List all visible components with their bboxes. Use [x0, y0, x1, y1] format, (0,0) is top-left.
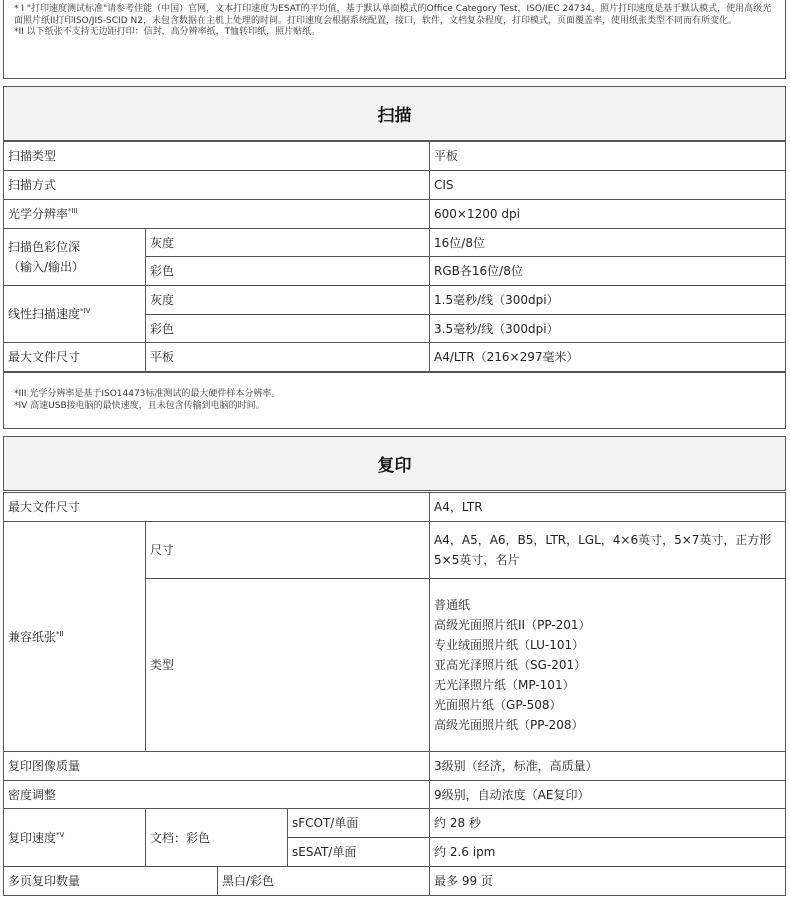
scan-resolution-footnote: *III: [68, 207, 78, 215]
table-row: [4, 522, 786, 579]
copy-speed-cell: [4, 809, 146, 867]
scan-maxsize-sub: 平板: [146, 343, 430, 372]
list-item: 亚高光泽照片纸（SG-201）: [434, 658, 587, 672]
scan-speed-color-value: 3.5毫秒/线（300dpi）: [430, 315, 786, 343]
list-item: 普通纸: [434, 598, 471, 612]
table-row: [4, 809, 786, 838]
table-row: [4, 286, 786, 315]
copy-density-label: 密度调整: [4, 781, 430, 809]
scan-speed-color-label: 彩色: [146, 315, 430, 343]
copy-paper-label: 兼容纸张: [8, 629, 57, 644]
copy-maxsize-label: 最大文件尺寸: [4, 493, 430, 522]
copy-speed-esat-value: 约 2.6 ipm: [430, 838, 786, 867]
table-row: [4, 343, 786, 372]
list-item: 专业绒面照片纸（LU-101）: [434, 638, 585, 652]
scan-depth-label: 扫描色彩位深: [8, 240, 81, 254]
copy-maxsize-value: A4，LTR: [430, 493, 786, 522]
scan-depth-color-value: RGB各16位/8位: [430, 257, 786, 286]
scan-depth-label-sub: （输入/输出）: [8, 260, 85, 274]
scan-spec-table: [3, 141, 786, 372]
copy-speed-fcot-value: 约 28 秒: [430, 809, 786, 838]
table-row: [4, 752, 786, 781]
table-row: [4, 781, 786, 809]
table-row: [4, 200, 786, 229]
table-row: [4, 229, 786, 257]
scan-type-label: 扫描类型: [4, 142, 430, 171]
scan-resolution-cell: [4, 200, 430, 229]
scan-method-label: 扫描方式: [4, 171, 430, 200]
note-i: * I "打印速度测试标准"请参考佳能（中国）官网，文本打印速度为ESAT的平均值，基于默认单面模式的Office Category Test，ISO/IEC 24734。照片打印速度是基于默认模式，使用高级光面照片纸II打印ISO/JIS-SCID N2，未包含数据在主机上处理的时间。打印速度会根据系统配置，接口，软件，文档复杂程度，打印模式，页面覆盖率，使用纸张类型不同而有所变化。: [14, 4, 772, 26]
list-item: 高级光面照片纸II（PP-201）: [434, 618, 591, 632]
copy-density-value: 9级别，自动浓度（AE复印）: [430, 781, 786, 809]
scan-depth-gray-label: 灰度: [146, 229, 430, 257]
scan-method-value: CIS: [430, 171, 786, 200]
copy-multi-label: 多页复印数量: [4, 867, 218, 896]
scan-notes: [3, 372, 786, 429]
scan-maxsize-value: A4/LTR（216×297毫米）: [430, 343, 786, 372]
scan-resolution-value: 600×1200 dpi: [430, 200, 786, 229]
copy-paper-type-label: 类型: [146, 579, 430, 752]
copy-spec-table: [3, 492, 786, 896]
note-iii: *III 光学分辨率是基于ISO14473标准测试的最大硬件样本分辨率。: [14, 389, 281, 399]
copy-speed-doc-label: 文档：彩色: [146, 809, 288, 867]
table-row: [4, 867, 786, 896]
copy-multi-value: 最多 99 页: [430, 867, 786, 896]
copy-multi-sub: 黑白/彩色: [218, 867, 430, 896]
scan-depth-cell: [4, 229, 146, 286]
scan-depth-gray-value: 16位/8位: [430, 229, 786, 257]
scan-speed-gray-value: 1.5毫秒/线（300dpi）: [430, 286, 786, 315]
table-row: [4, 142, 786, 171]
copy-section-title: 复印: [3, 436, 786, 491]
scan-resolution-label: 光学分辨率: [8, 207, 69, 221]
scan-speed-cell: [4, 286, 146, 343]
copy-quality-label: 复印图像质量: [4, 752, 430, 781]
copy-speed-label: 复印速度: [8, 830, 57, 845]
note-iv: *IV 高速USB接电脑的最快速度，且未包含传输到电脑的时间。: [14, 400, 265, 411]
list-item: 无光泽照片纸（MP-101）: [434, 678, 575, 692]
copy-paper-size-label: 尺寸: [146, 522, 430, 579]
copy-paper-type-list: [430, 579, 786, 752]
table-row: [4, 493, 786, 522]
note-ii: *II 以下纸张不支持无边距打印：信封，高分辨率纸，T恤转印纸，照片贴纸。: [14, 27, 321, 37]
scan-maxsize-label: 最大文件尺寸: [4, 343, 146, 372]
copy-paper-cell: [4, 522, 146, 752]
scan-speed-gray-label: 灰度: [146, 286, 430, 315]
table-row: [4, 171, 786, 200]
list-item: 光面照片纸（GP-508）: [434, 698, 562, 712]
scan-speed-footnote: *IV: [80, 307, 91, 315]
copy-paper-size-value: A4，A5，A6，B5，LTR，LGL，4×6英寸，5×7英寸，正方形5×5英寸，名片: [430, 522, 786, 579]
copy-quality-value: 3级别（经济，标准，高质量）: [430, 752, 786, 781]
scan-depth-color-label: 彩色: [146, 257, 430, 286]
list-item: 高级光面照片纸（PP-208）: [434, 718, 584, 732]
copy-speed-esat-label: sESAT/单面: [288, 838, 430, 867]
copy-paper-footnote: *II: [56, 629, 64, 638]
scan-speed-label: 线性扫描速度: [8, 307, 81, 321]
top-notes: [3, 0, 786, 79]
scan-type-value: 平板: [430, 142, 786, 171]
scan-section-title: 扫描: [3, 86, 786, 141]
copy-speed-footnote: *V: [56, 830, 65, 839]
copy-speed-fcot-label: sFCOT/单面: [288, 809, 430, 838]
